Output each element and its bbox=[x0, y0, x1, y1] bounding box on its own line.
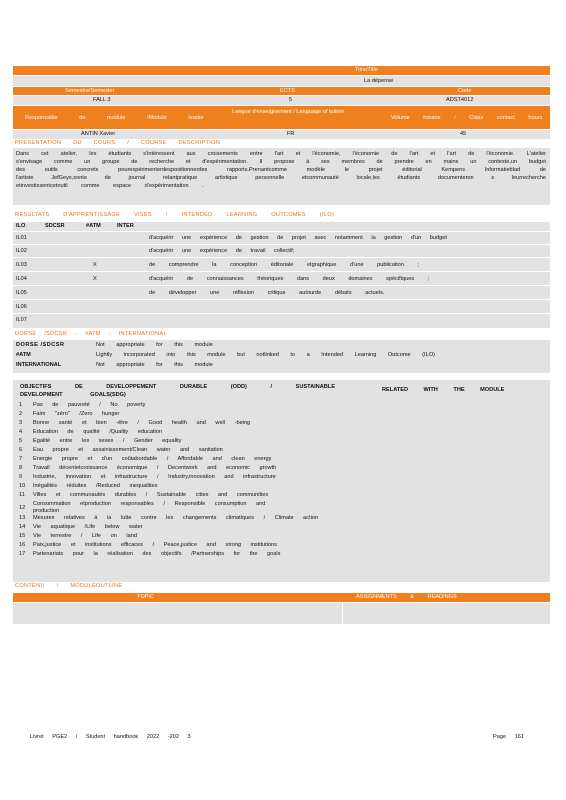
atm-col-header: #ATM bbox=[86, 223, 101, 229]
responsable-header bbox=[13, 106, 550, 129]
contenu-header bbox=[13, 593, 550, 602]
sdg-item bbox=[19, 533, 539, 541]
presentation-line-3: des outils concrets pourexpérimenterdespositionnerdes rapports.Prenantcomme modèle le projet éditorial Kempens Informatieblad de bbox=[16, 167, 546, 173]
title-value-bar bbox=[13, 76, 550, 86]
footer-left: Livret PGE2 / Student handbook 2022 -202 3 bbox=[30, 734, 191, 740]
sdg-item bbox=[19, 474, 539, 482]
sdg-text: Partenariats pour la réalisation des objectifs /Partnerships for the goals bbox=[33, 551, 281, 557]
sdg-item bbox=[19, 438, 539, 446]
ilo-text: d'acquérir de connaissances théoriques dans deux domaines spécifiques ; bbox=[149, 276, 430, 282]
sdg-text: Education de qualité /Quality education bbox=[33, 429, 163, 435]
ilo-row bbox=[13, 274, 550, 286]
dorse-title: DORSE /SDCSR - #ATM - INTERNATIONAL bbox=[15, 331, 167, 337]
sdg-number: 12 bbox=[19, 505, 26, 511]
sdg-number: 3 bbox=[19, 420, 23, 426]
sdg-text: Egalité entre les sexes / Gender equality bbox=[33, 438, 182, 444]
ilo-id: IL06 bbox=[16, 304, 27, 310]
sdg-item bbox=[19, 411, 539, 419]
presentation-body bbox=[13, 148, 550, 205]
sdg-number: 5 bbox=[19, 438, 23, 444]
sdg-text: Consommation etproduction responsables / Responsible consumption and bbox=[33, 501, 266, 507]
sdg-number: 2 bbox=[19, 411, 23, 417]
code-value: ADST4012 bbox=[446, 97, 474, 103]
sdg-number: 10 bbox=[19, 483, 26, 489]
sdg-item bbox=[19, 465, 539, 473]
sdg-number: 11 bbox=[19, 492, 25, 498]
sdg-text: Eau propre et assainissement/Clean water and sanitation bbox=[33, 447, 223, 453]
sdg-text: Vie aquatique /Life below water bbox=[33, 524, 143, 530]
ilo-id: IL01 bbox=[16, 235, 27, 241]
responsable-value: ANTIN Xavier bbox=[81, 131, 116, 137]
sdg-number: 15 bbox=[19, 533, 26, 539]
title-value: La dépense bbox=[364, 78, 394, 84]
presentation-title: PRESENTATION DU COURS / COURSE DESCRIPTION bbox=[15, 140, 221, 146]
sdg-text: Pas de pauvreté / No poverty bbox=[33, 402, 146, 408]
sdg-text: Faim "zéro" /Zero hunger bbox=[33, 411, 120, 417]
sdg-number: 14 bbox=[19, 524, 26, 530]
responsable-label: Responsable de module /Module leader bbox=[25, 115, 204, 121]
sdg-related: RELATED WITH THE MODULE bbox=[382, 387, 505, 393]
presentation-line-2: s'envisage comme un groupe de recherche et d'expérimentation. Il propose à ses membres de prendre en mains un contexte,un budget bbox=[16, 159, 546, 165]
sdg-number: 4 bbox=[19, 429, 23, 435]
ects-value: 5 bbox=[289, 97, 293, 103]
semester-label: Semestre/Semester bbox=[65, 88, 115, 94]
dorse-label: DORSE /SDCSR bbox=[16, 342, 65, 348]
footer-page: Page 161 bbox=[493, 734, 524, 740]
sdg-number: 17 bbox=[19, 551, 26, 557]
ects-label: ECTS bbox=[280, 88, 295, 94]
langue-label: Langue d'enseignement / Language of tuition bbox=[232, 109, 344, 115]
sdg-text-continued: production bbox=[33, 508, 60, 514]
sdg-item bbox=[19, 456, 539, 464]
ilo-col-header: ILO bbox=[16, 223, 26, 229]
international-label: INTERNATIONAL bbox=[16, 362, 62, 368]
dorse-table bbox=[13, 340, 550, 373]
sdg-item bbox=[19, 524, 539, 532]
assignments-header: ASSIGNMENTS & READINGS bbox=[356, 594, 457, 600]
ilo-sdcsr-mark: X bbox=[93, 276, 97, 282]
ilo-id: IL05 bbox=[16, 290, 27, 296]
volume-value: 45 bbox=[460, 131, 467, 137]
sdg-text: Inégalités réduites /Reduced inequalities bbox=[33, 483, 158, 489]
sdg-text: Industrie, innovation et infrastructure / Industry,innovation and infrastructure bbox=[33, 474, 276, 480]
ilo-sdcsr-mark: X bbox=[93, 262, 97, 268]
inter-col-header: INTER bbox=[117, 223, 134, 229]
sdg-number: 8 bbox=[19, 465, 23, 471]
sdg-number: 9 bbox=[19, 474, 23, 480]
ilo-text: d'acquérir une expérience de gestion de projet avec notamment la gestion d'un budget bbox=[149, 235, 447, 241]
international-text: Not appropriate for this module bbox=[96, 362, 213, 368]
sdg-item bbox=[19, 501, 539, 515]
sdg-text: Bonne santé et bien -être / Good health and well -being bbox=[33, 420, 251, 426]
resultats-title: RESULTATS D'APPRENTISSAGE VISES / INTENDED LEARNING OUTCOMES (ILO) bbox=[15, 212, 335, 218]
sdg-text: Vie terrestre / Life on land bbox=[33, 533, 137, 539]
ilo-id: IL02 bbox=[16, 248, 27, 254]
sdg-item bbox=[19, 551, 539, 559]
sdg-item bbox=[19, 483, 539, 491]
ilo-id: IL03 bbox=[16, 262, 27, 268]
sdg-item bbox=[19, 429, 539, 437]
ilo-text: d'acquérir une expérience de travail collectif; bbox=[149, 248, 295, 254]
sdg-text: Mesures relatives à la lutte contre les changements climatiques / Climate action bbox=[33, 515, 319, 521]
sdg-number: 16 bbox=[19, 542, 26, 548]
ilo-row bbox=[13, 246, 550, 258]
atm-text: Lightly incorporated into this module but notlinked to a Intended Learning Outcome (ILO) bbox=[96, 352, 435, 358]
semester-ects-code-values bbox=[13, 96, 550, 105]
sdg-title-line-2: DEVELOPMENT GOALS(SDG) bbox=[20, 392, 126, 398]
contenu-body bbox=[13, 603, 550, 624]
sdg-item bbox=[19, 420, 539, 428]
dorse-text: Not appropriate for this module bbox=[96, 342, 213, 348]
ilo-id: IL04 bbox=[16, 276, 27, 282]
presentation-line-5: etinvestissentcetoutil comme espace d'expérimentation . bbox=[16, 183, 204, 189]
langue-value: FR bbox=[287, 131, 295, 137]
sdg-number: 7 bbox=[19, 456, 23, 462]
topic-header: TOPIC bbox=[137, 594, 154, 600]
sdg-text: Travail décentetcroissance économique / Decentwork and economic growth bbox=[33, 465, 277, 471]
contenu-title: CONTENU / MODULEOUTLINE bbox=[15, 583, 123, 589]
sdg-text: Villes et communautés durables / Sustainable cities and communities bbox=[33, 492, 269, 498]
ilo-row bbox=[13, 260, 550, 272]
presentation-line-1: Dans cet atelier, les étudiants s'intéressent aux croisements entre l'art et l'économie, l'économie de l'art et l'art de l'économie. L'atelier bbox=[16, 151, 546, 157]
code-label: Code bbox=[458, 88, 472, 94]
ilo-row bbox=[13, 302, 550, 314]
volume-label: Volume horaire / Class contact hours bbox=[391, 115, 543, 121]
ilo-row bbox=[13, 233, 550, 245]
sdg-number: 6 bbox=[19, 447, 23, 453]
sdg-item bbox=[19, 542, 539, 550]
title-label-bar bbox=[13, 66, 550, 75]
title-label: Titre/Title bbox=[355, 67, 378, 73]
ilo-text: de développer une réflexion critique autourde débats actuels. bbox=[149, 290, 385, 296]
semester-value: FALL 3 bbox=[93, 97, 111, 103]
responsable-values bbox=[13, 130, 550, 139]
sdg-text: Energie propre et d'un coûtabordable / Affordable and clean energy bbox=[33, 456, 272, 462]
ilo-text: de comprendre la conception éditoriale etgraphique d'une publication ; bbox=[149, 262, 419, 268]
ilo-row bbox=[13, 288, 550, 300]
sdg-item bbox=[19, 402, 539, 410]
sdg-text: Paix,justice et institutions efficaces / Peace,justice and strong institutions bbox=[33, 542, 277, 548]
presentation-line-4: l'artiste JefGeys,sonte de journal relantpratique artistique personnelle etcommunauté locale,les étudiants documenteron s leurrecherche bbox=[16, 175, 546, 181]
sdg-item bbox=[19, 447, 539, 455]
sdg-item bbox=[19, 492, 539, 500]
sdg-number: 13 bbox=[19, 515, 26, 521]
sdg-item bbox=[19, 515, 539, 523]
sdcsr-col-header: SDCSR bbox=[45, 223, 65, 229]
ilo-row bbox=[13, 315, 550, 326]
atm-label: #ATM bbox=[16, 352, 31, 358]
sdg-title-line-1: OBJECTIFS DE DEVELOPPEMENT DURABLE (ODD) / SUSTAINABLE bbox=[20, 384, 335, 390]
sdg-number: 1 bbox=[19, 402, 23, 408]
ilo-id: IL07 bbox=[16, 317, 27, 323]
semester-ects-code-header bbox=[13, 87, 550, 95]
